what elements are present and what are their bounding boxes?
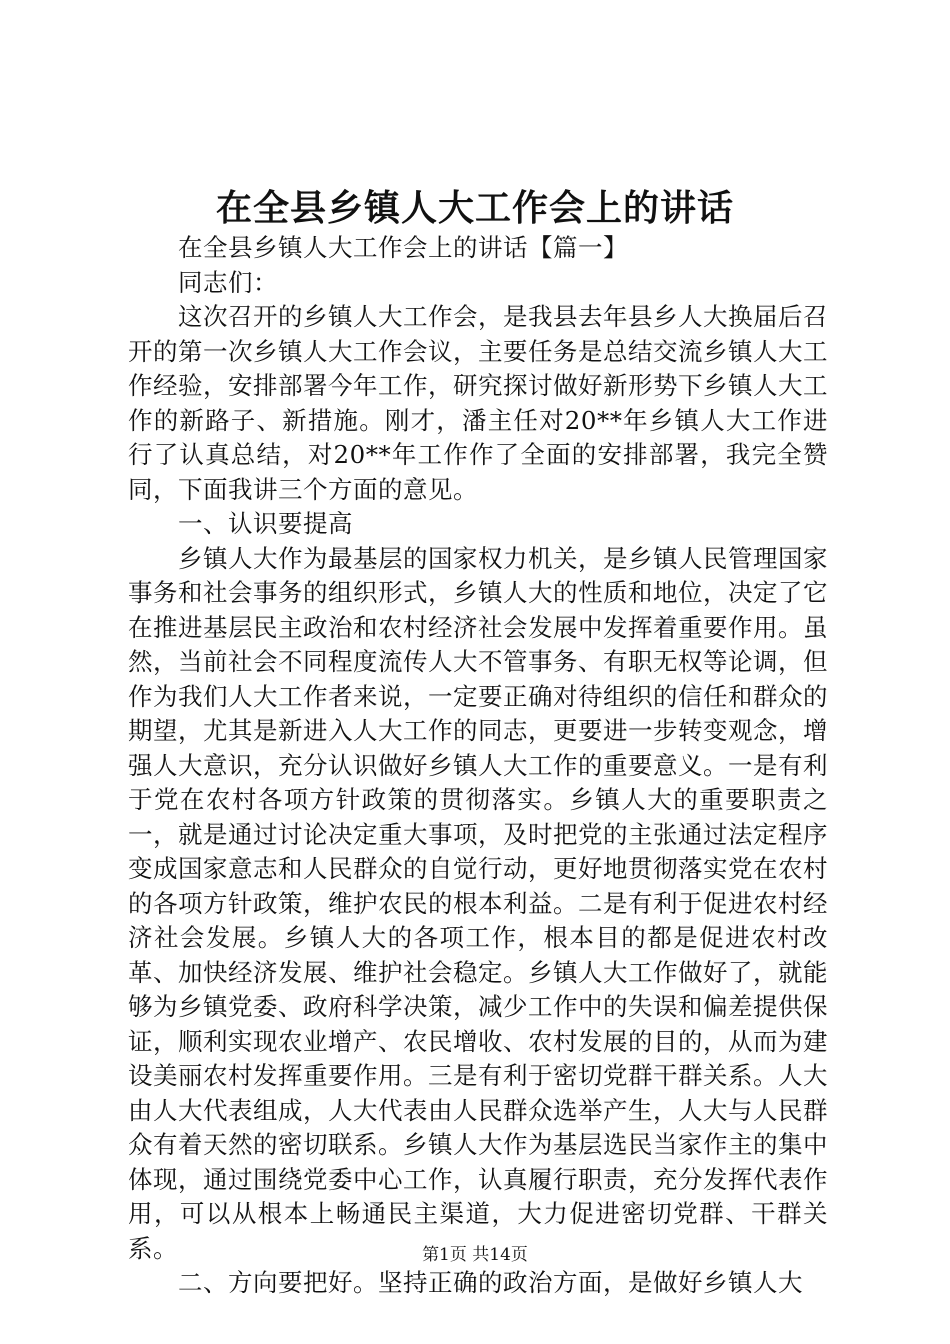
paragraph-intro: 这次召开的乡镇人大工作会，是我县去年县乡人大换届后召开的第一次乡镇人大工作会议，主要任务是总结交流乡镇人大工作经验，安排部署今年工作，研究探讨做好新形势下乡镇人大工作的新路子、新措施。刚才，潘主任对20**年乡镇人大工作进行了认真总结，对20**年工作作了全面的安排部署，我完全赞同，下面我讲三个方面的意见。 bbox=[128, 302, 828, 504]
section-heading: 在全县乡镇人大工作会上的讲话【篇一】 bbox=[178, 233, 628, 262]
paragraph-part-two: 二、方向要把好。坚持正确的政治方面，是做好乡镇人大 bbox=[178, 1268, 803, 1297]
heading-part-one: 一、认识要提高 bbox=[178, 509, 353, 538]
salutation: 同志们： bbox=[178, 267, 278, 297]
document-title: 在全县乡镇人大工作会上的讲话 bbox=[215, 187, 734, 229]
document-body bbox=[128, 231, 828, 1301]
paragraph-part-one: 乡镇人大作为最基层的国家权力机关，是乡镇人民管理国家事务和社会事务的组织形式，乡镇人大的性质和地位，决定了它在推进基层民主政治和农村经济社会发展中发挥着重要作用。虽然，当前社会不同程度流传人大不管事务、有职无权等论调，但作为我们人大工作者来说，一定要正确对待组织的信任和群众的期望，尤其是新进入人大工作的同志，更要进一步转变观念，增强人大意识，充分认识做好乡镇人大工作的重要意义。一是有利于党在农村各项方针政策的贯彻落实。乡镇人大的重要职责之一，就是通过讨论决定重大事项，及时把党的主张通过法定程序变成国家意志和人民群众的自觉行动，更好地贯彻落实党在农村的各项方针政策，维护农民的根本利益。二是有利于促进农村经济社会发展。乡镇人大的各项工作，根本目的都是促进农村改革、加快经济发展、维护社会稳定。乡镇人大工作做好了，就能够为乡镇党委、政府科学决策，减少工作中的失误和偏差提供保证，顺利实现农业增产、农民增收、农村发展的目的，从而为建设美丽农村发挥重要作用。三是有利于密切党群干群关系。人大由人大代表组成，人大代表由人民群众选举产生，人大与人民群众有着天然的密切联系。乡镇人大作为基层选民当家作主的集中体现，通过围绕党委中心工作，认真履行职责，充分发挥代表作用，可以从根本上畅通民主渠道，大力促进密切党群、干群关系。 bbox=[128, 543, 828, 1263]
page-number-footer: 第1页 共14页 bbox=[422, 1245, 528, 1265]
